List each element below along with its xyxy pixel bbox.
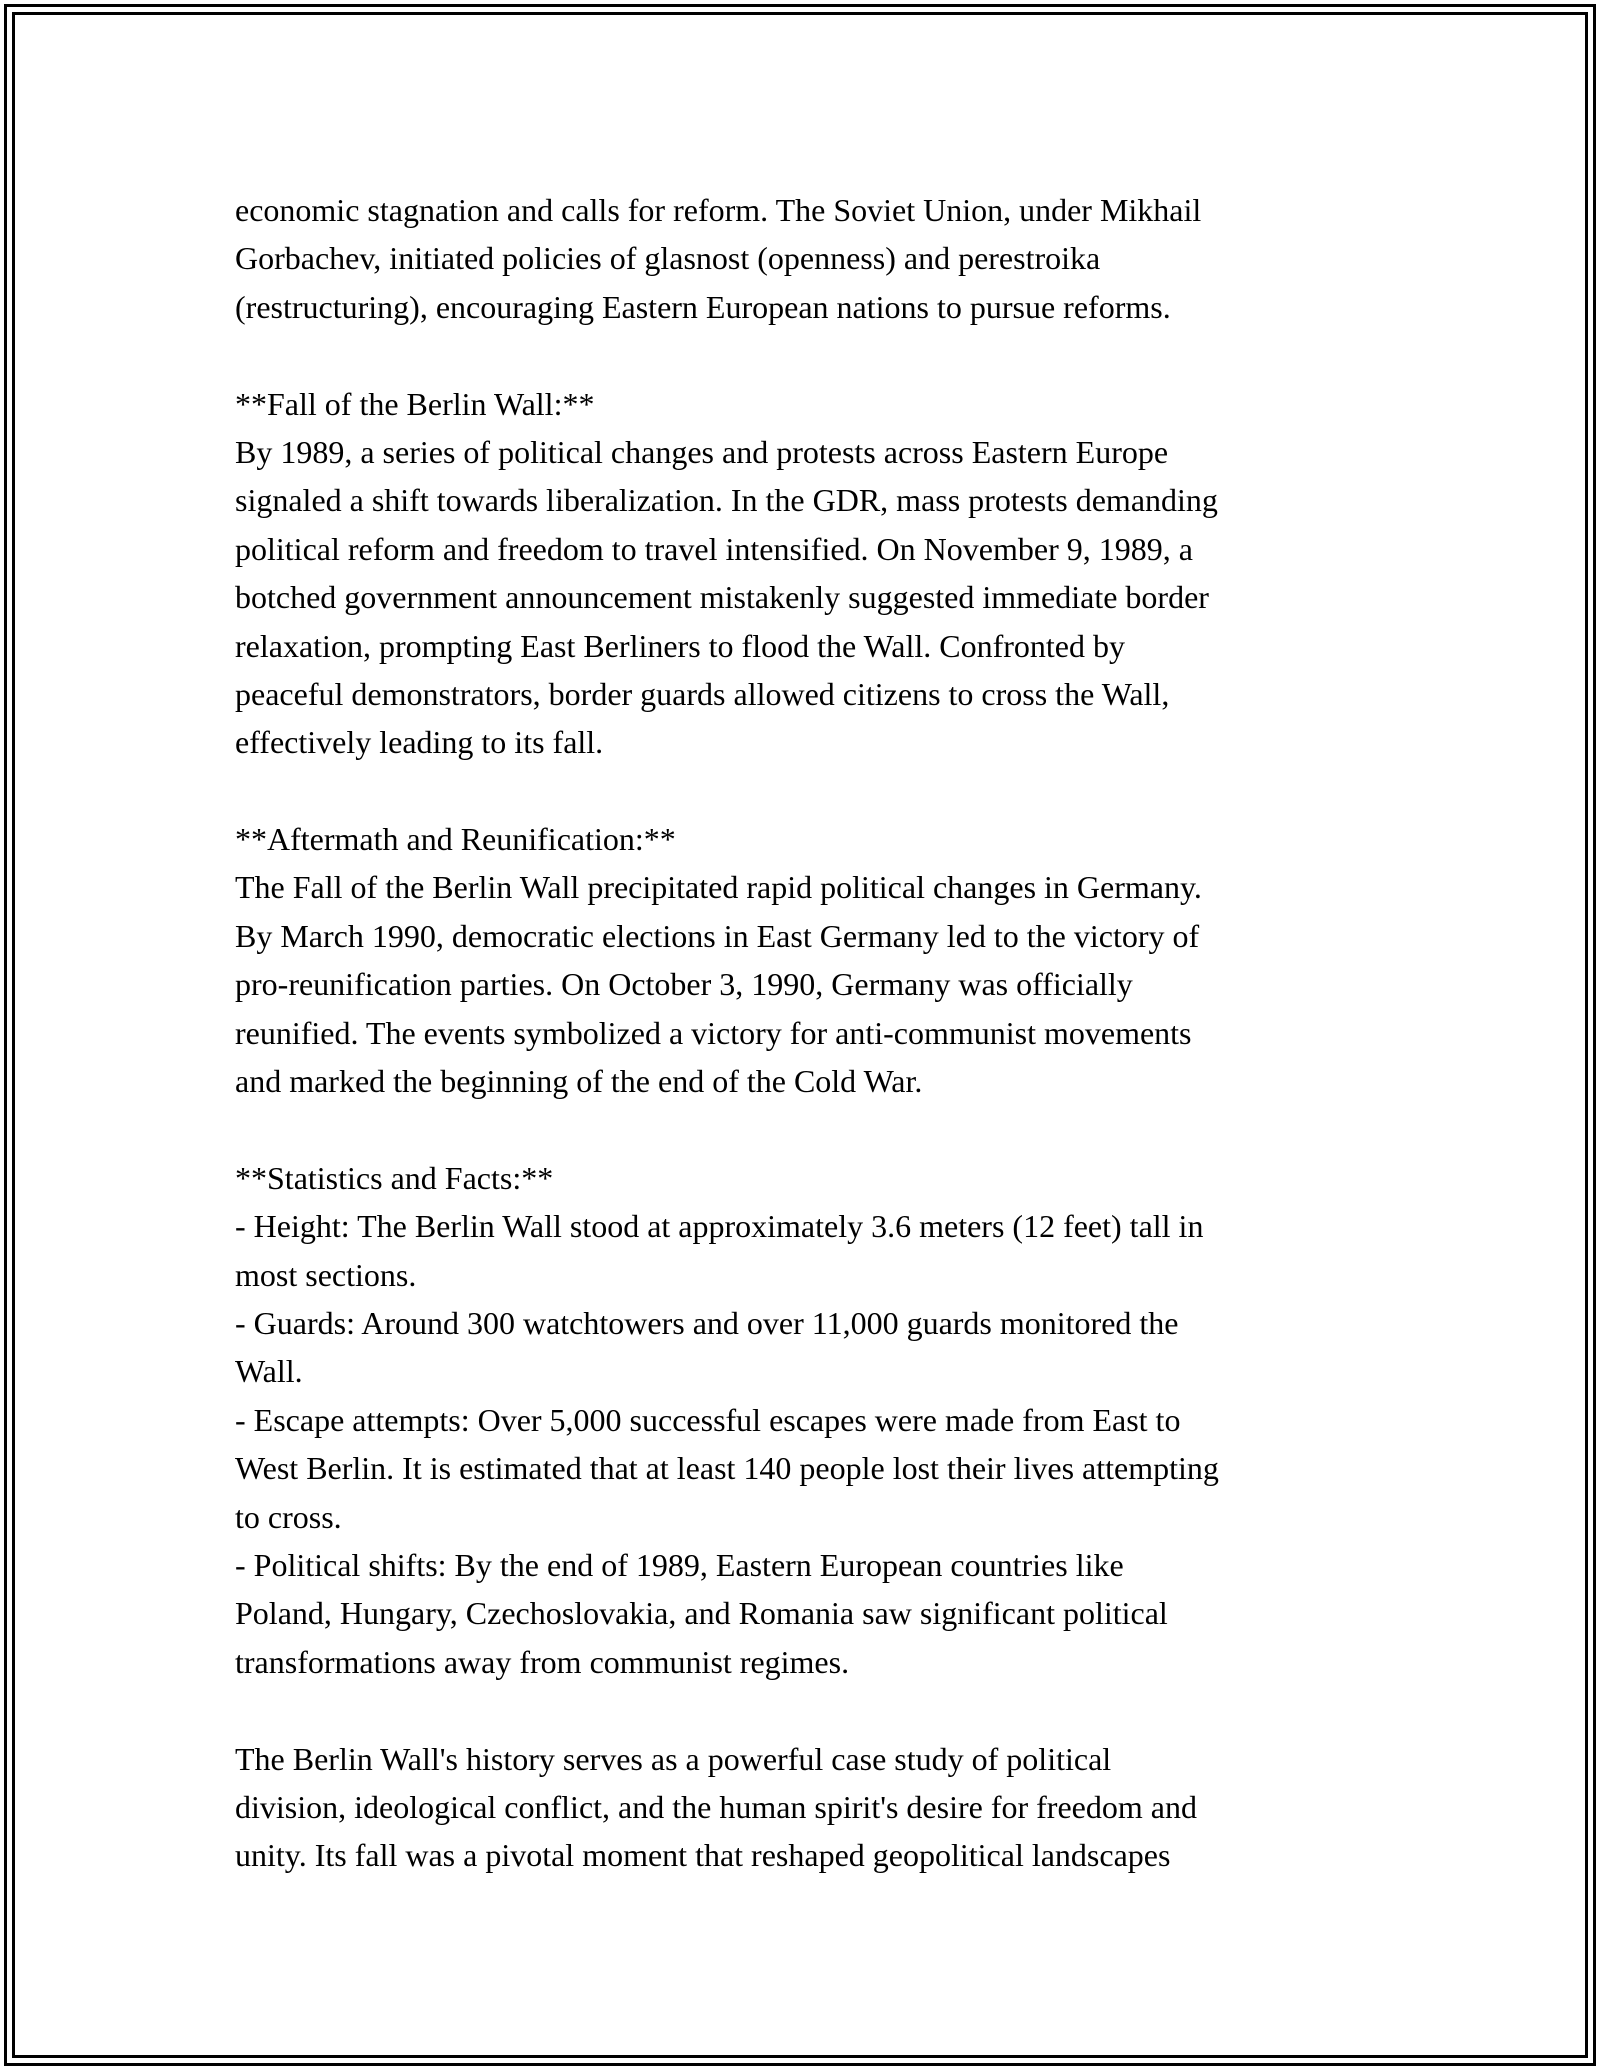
body-text-line: Gorbachev, initiated policies of glasnost (openness) and perestroika (235, 240, 1101, 277)
body-text-line: division, ideological conflict, and the human spirit's desire for freedom and (235, 1788, 1197, 1825)
section-heading-fall-of-wall: **Fall of the Berlin Wall:** (235, 385, 595, 422)
body-text-line: peaceful demonstrators, border guards allowed citizens to cross the Wall, (235, 675, 1170, 712)
body-text-line: The Fall of the Berlin Wall precipitated rapid political changes in Germany. (235, 869, 1202, 906)
list-item-line: Wall. (235, 1353, 303, 1390)
body-text-line: botched government announcement mistakenly suggested immediate border (235, 579, 1209, 616)
list-item-line: to cross. (235, 1498, 342, 1535)
blank-line (235, 331, 1375, 379)
blank-line (235, 767, 1375, 815)
list-item-line: most sections. (235, 1256, 417, 1293)
body-text-line: political reform and freedom to travel intensified. On November 9, 1989, a (235, 530, 1193, 567)
blank-line (235, 1105, 1375, 1153)
list-item-line: - Height: The Berlin Wall stood at approximately 3.6 meters (12 feet) tall in (235, 1208, 1204, 1245)
body-text-line: By 1989, a series of political changes and protests across Eastern Europe (235, 433, 1169, 470)
list-item-line: Poland, Hungary, Czechoslovakia, and Romania saw significant political (235, 1595, 1168, 1632)
body-text-line: By March 1990, democratic elections in East Germany led to the victory of (235, 917, 1200, 954)
list-item-line: West Berlin. It is estimated that at least 140 people lost their lives attempting (235, 1450, 1219, 1487)
body-text-line: (restructuring), encouraging Eastern European nations to pursue reforms. (235, 288, 1171, 325)
body-text-line: relaxation, prompting East Berliners to flood the Wall. Confronted by (235, 627, 1125, 664)
section-heading-aftermath: **Aftermath and Reunification:** (235, 821, 676, 858)
body-text-line: pro-reunification parties. On October 3, 1990, Germany was officially (235, 966, 1133, 1003)
body-text-line: reunified. The events symbolized a victory for anti-communist movements (235, 1014, 1192, 1051)
list-item-line: - Escape attempts: Over 5,000 successful escapes were made from East to (235, 1401, 1181, 1438)
body-text-line: signaled a shift towards liberalization. In the GDR, mass protests demanding (235, 482, 1218, 519)
list-item-line: - Guards: Around 300 watchtowers and over 11,000 guards monitored the (235, 1304, 1179, 1341)
body-text-line: effectively leading to its fall. (235, 724, 604, 761)
section-heading-statistics: **Statistics and Facts:** (235, 1159, 554, 1196)
body-text-line: unity. Its fall was a pivotal moment that reshaped geopolitical landscapes (235, 1837, 1171, 1874)
list-item-line: transformations away from communist regimes. (235, 1643, 850, 1680)
document-body (235, 186, 1375, 1880)
list-item-line: - Political shifts: By the end of 1989, Eastern European countries like (235, 1546, 1124, 1583)
body-text-line: The Berlin Wall's history serves as a powerful case study of political (235, 1740, 1112, 1777)
body-text-line: and marked the beginning of the end of the Cold War. (235, 1063, 923, 1100)
body-text-line: economic stagnation and calls for reform. The Soviet Union, under Mikhail (235, 192, 1202, 228)
blank-line (235, 1686, 1375, 1734)
